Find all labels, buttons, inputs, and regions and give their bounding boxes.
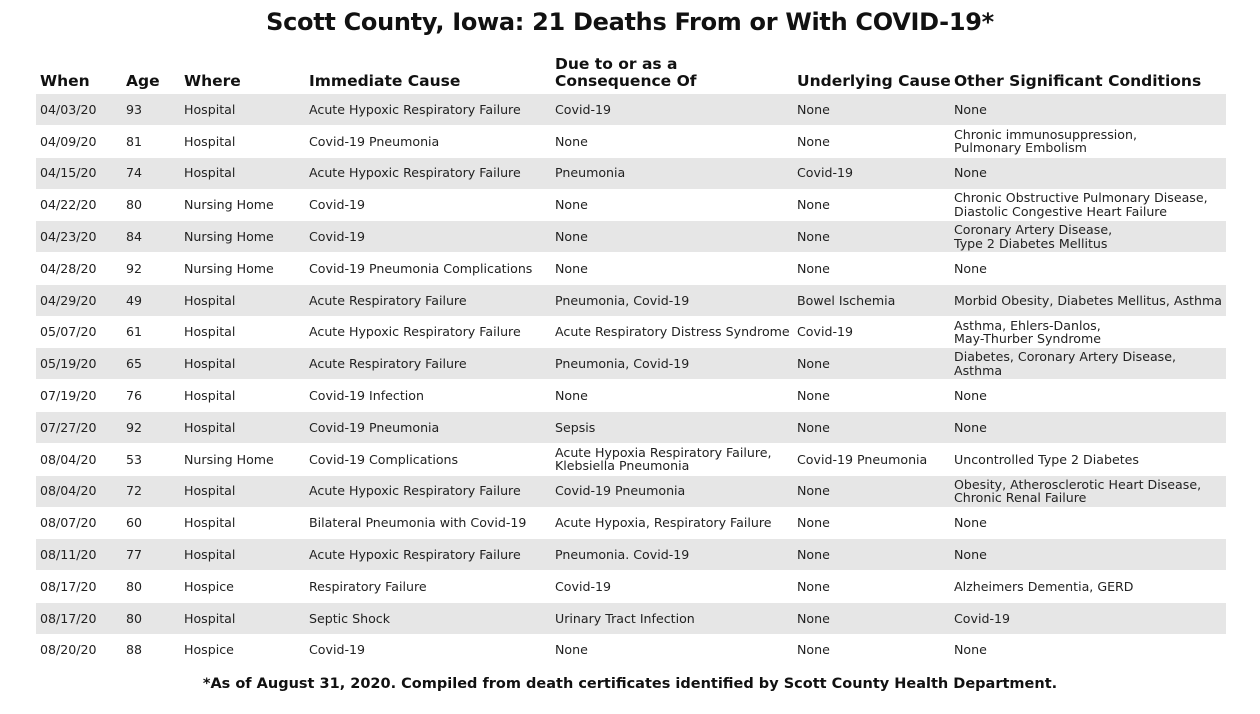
cell-underlying-cause: None	[797, 578, 830, 594]
cell-where: Hospital	[184, 419, 236, 435]
cell-due-to: Covid-19	[555, 101, 612, 117]
cell-other-conditions: Asthma, Ehlers-Danlos, May-Thurber Syndrome	[954, 317, 1102, 347]
cell-when: 04/09/20	[40, 133, 97, 149]
cell-where: Hospital	[184, 387, 236, 403]
cell-age: 80	[126, 610, 143, 626]
cell-underlying-cause: None	[797, 228, 830, 244]
cell-immediate-cause: Covid-19	[309, 197, 366, 213]
table-row	[36, 412, 1226, 443]
cell-when: 08/17/20	[40, 610, 97, 626]
cell-where: Hospital	[184, 515, 236, 531]
cell-underlying-cause: None	[797, 197, 830, 213]
cell-when: 08/20/20	[40, 642, 97, 658]
cell-due-to: Pneumonia	[555, 165, 626, 181]
cell-immediate-cause: Covid-19 Pneumonia Complications	[309, 260, 533, 276]
cell-when: 04/28/20	[40, 260, 97, 276]
cell-other-conditions: Diabetes, Coronary Artery Disease, Asthma	[954, 349, 1176, 378]
column-header-age: Age	[126, 72, 160, 90]
cell-where: Hospital	[184, 356, 236, 372]
cell-age: 53	[126, 451, 143, 467]
table-row	[36, 380, 1226, 411]
cell-where: Hospital	[184, 483, 236, 499]
cell-underlying-cause: None	[797, 133, 830, 149]
cell-where: Hospital	[184, 165, 236, 181]
cell-other-conditions: Morbid Obesity, Diabetes Mellitus, Asthma	[954, 292, 1222, 308]
cell-when: 08/11/20	[40, 546, 97, 562]
column-header-immediate-cause: Immediate Cause	[309, 72, 461, 90]
cell-where: Nursing Home	[184, 228, 274, 244]
cell-due-to: Pneumonia. Covid-19	[555, 546, 690, 562]
cell-age: 81	[126, 133, 143, 149]
cell-immediate-cause: Covid-19 Pneumonia	[309, 133, 440, 149]
cell-due-to: Acute Respiratory Distress Syndrome	[555, 324, 790, 340]
cell-age: 60	[126, 515, 143, 531]
cell-age: 74	[126, 165, 143, 181]
cell-immediate-cause: Acute Hypoxic Respiratory Failure	[309, 324, 521, 340]
cell-underlying-cause: None	[797, 356, 830, 372]
cell-other-conditions: None	[954, 165, 987, 181]
cell-immediate-cause: Acute Hypoxic Respiratory Failure	[309, 101, 521, 117]
table-row	[36, 253, 1226, 284]
cell-due-to: Urinary Tract Infection	[555, 610, 695, 626]
cell-due-to: None	[555, 133, 588, 149]
cell-where: Nursing Home	[184, 260, 274, 276]
cell-where: Nursing Home	[184, 197, 274, 213]
cell-other-conditions: None	[954, 260, 987, 276]
cell-underlying-cause: None	[797, 642, 830, 658]
column-header-when: When	[40, 72, 90, 90]
cell-age: 72	[126, 483, 143, 499]
cell-where: Nursing Home	[184, 451, 274, 467]
table-row	[36, 348, 1226, 379]
cell-when: 04/15/20	[40, 165, 97, 181]
table-row	[36, 444, 1226, 475]
cell-immediate-cause: Covid-19 Complications	[309, 451, 459, 467]
cell-underlying-cause: None	[797, 546, 830, 562]
cell-other-conditions: None	[954, 101, 987, 117]
cell-age: 80	[126, 578, 143, 594]
table-row	[36, 476, 1226, 507]
table-row	[36, 221, 1226, 252]
cell-due-to: None	[555, 387, 588, 403]
cell-due-to: Covid-19 Pneumonia	[555, 483, 686, 499]
cell-other-conditions: None	[954, 515, 987, 531]
cell-other-conditions: None	[954, 387, 987, 403]
cell-age: 65	[126, 356, 143, 372]
cell-when: 04/03/20	[40, 101, 97, 117]
cell-where: Hospital	[184, 324, 236, 340]
table-header	[36, 54, 1226, 94]
cell-other-conditions: None	[954, 546, 987, 562]
cell-other-conditions: Chronic immunosuppression, Pulmonary Embolism	[954, 126, 1137, 156]
cell-when: 08/17/20	[40, 578, 97, 594]
cell-underlying-cause: None	[797, 610, 830, 626]
cell-due-to: Covid-19	[555, 578, 612, 594]
cell-due-to: Acute Hypoxia, Respiratory Failure	[555, 515, 772, 531]
cell-when: 04/29/20	[40, 292, 97, 308]
footnote: *As of August 31, 2020. Compiled from death certificates identified by Scott County Health Department.	[202, 676, 1058, 692]
cell-underlying-cause: Covid-19	[797, 324, 854, 340]
table-row	[36, 126, 1226, 157]
cell-underlying-cause: None	[797, 101, 830, 117]
cell-due-to: Pneumonia, Covid-19	[555, 356, 690, 372]
cell-immediate-cause: Acute Hypoxic Respiratory Failure	[309, 546, 521, 562]
cell-due-to: Acute Hypoxia Respiratory Failure, Klebsiella Pneumonia	[555, 444, 772, 474]
table-row	[36, 317, 1226, 348]
cell-other-conditions: None	[954, 419, 987, 435]
column-header-underlying-cause: Underlying Cause	[797, 72, 951, 90]
cell-age: 49	[126, 292, 143, 308]
cell-immediate-cause: Covid-19 Infection	[309, 387, 424, 403]
cell-due-to: None	[555, 260, 588, 276]
table-row	[36, 571, 1226, 602]
cell-other-conditions: Coronary Artery Disease, Type 2 Diabetes Mellitus	[954, 222, 1113, 251]
cell-immediate-cause: Covid-19	[309, 642, 366, 658]
cell-when: 04/22/20	[40, 197, 97, 213]
cell-immediate-cause: Respiratory Failure	[309, 578, 427, 594]
cell-immediate-cause: Acute Respiratory Failure	[309, 292, 467, 308]
cell-immediate-cause: Covid-19	[309, 228, 366, 244]
column-header-where: Where	[184, 72, 241, 90]
cell-where: Hospice	[184, 642, 234, 658]
cell-age: 77	[126, 546, 143, 562]
cell-underlying-cause: None	[797, 515, 830, 531]
column-header-other-conditions: Other Significant Conditions	[954, 72, 1202, 90]
cell-age: 92	[126, 419, 143, 435]
cell-other-conditions: None	[954, 642, 987, 658]
cell-underlying-cause: None	[797, 483, 830, 499]
cell-age: 80	[126, 197, 143, 213]
cell-other-conditions: Chronic Obstructive Pulmonary Disease, Diastolic Congestive Heart Failure	[954, 190, 1208, 219]
cell-due-to: None	[555, 642, 588, 658]
cell-when: 07/27/20	[40, 419, 97, 435]
cell-underlying-cause: None	[797, 387, 830, 403]
cell-due-to: None	[555, 197, 588, 213]
cell-underlying-cause: None	[797, 419, 830, 435]
cell-when: 08/04/20	[40, 483, 97, 499]
cell-when: 05/07/20	[40, 324, 97, 340]
cell-immediate-cause: Acute Hypoxic Respiratory Failure	[309, 483, 521, 499]
cell-age: 61	[126, 324, 143, 340]
cell-underlying-cause: None	[797, 260, 830, 276]
column-header-due-to: Due to or as a Consequence Of	[555, 55, 697, 90]
cell-when: 08/04/20	[40, 451, 97, 467]
cell-when: 05/19/20	[40, 356, 97, 372]
cell-underlying-cause: Covid-19 Pneumonia	[797, 451, 928, 467]
page-title: Scott County, Iowa: 21 Deaths From or With COVID-19*	[266, 8, 994, 36]
cell-when: 08/07/20	[40, 515, 97, 531]
cell-other-conditions: Covid-19	[954, 610, 1011, 626]
cell-age: 93	[126, 101, 143, 117]
cell-immediate-cause: Acute Hypoxic Respiratory Failure	[309, 165, 521, 181]
cell-other-conditions: Alzheimers Dementia, GERD	[954, 578, 1134, 594]
cell-immediate-cause: Bilateral Pneumonia with Covid-19	[309, 515, 527, 531]
cell-underlying-cause: Covid-19	[797, 165, 854, 181]
cell-immediate-cause: Septic Shock	[309, 610, 390, 626]
cell-other-conditions: Uncontrolled Type 2 Diabetes	[954, 451, 1139, 467]
cell-when: 04/23/20	[40, 228, 97, 244]
table-row	[36, 539, 1226, 570]
cell-other-conditions: Obesity, Atherosclerotic Heart Disease, Chronic Renal Failure	[954, 476, 1202, 506]
table-row	[36, 603, 1226, 634]
cell-due-to: Sepsis	[555, 419, 596, 435]
cell-due-to: None	[555, 228, 588, 244]
cell-age: 92	[126, 260, 143, 276]
cell-where: Hospital	[184, 292, 236, 308]
table-row	[36, 158, 1226, 189]
table-row	[36, 189, 1226, 220]
table-row	[36, 635, 1226, 666]
table-row	[36, 285, 1226, 316]
table-row	[36, 507, 1226, 538]
cell-when: 07/19/20	[40, 387, 97, 403]
cell-age: 76	[126, 387, 143, 403]
cell-underlying-cause: Bowel Ischemia	[797, 292, 896, 308]
cell-where: Hospital	[184, 133, 236, 149]
cell-where: Hospital	[184, 101, 236, 117]
cell-immediate-cause: Acute Respiratory Failure	[309, 356, 467, 372]
cell-age: 84	[126, 228, 143, 244]
cell-immediate-cause: Covid-19 Pneumonia	[309, 419, 440, 435]
cell-where: Hospital	[184, 610, 236, 626]
cell-where: Hospice	[184, 578, 234, 594]
table-row	[36, 94, 1226, 125]
cell-due-to: Pneumonia, Covid-19	[555, 292, 690, 308]
cell-age: 88	[126, 642, 143, 658]
cell-where: Hospital	[184, 546, 236, 562]
